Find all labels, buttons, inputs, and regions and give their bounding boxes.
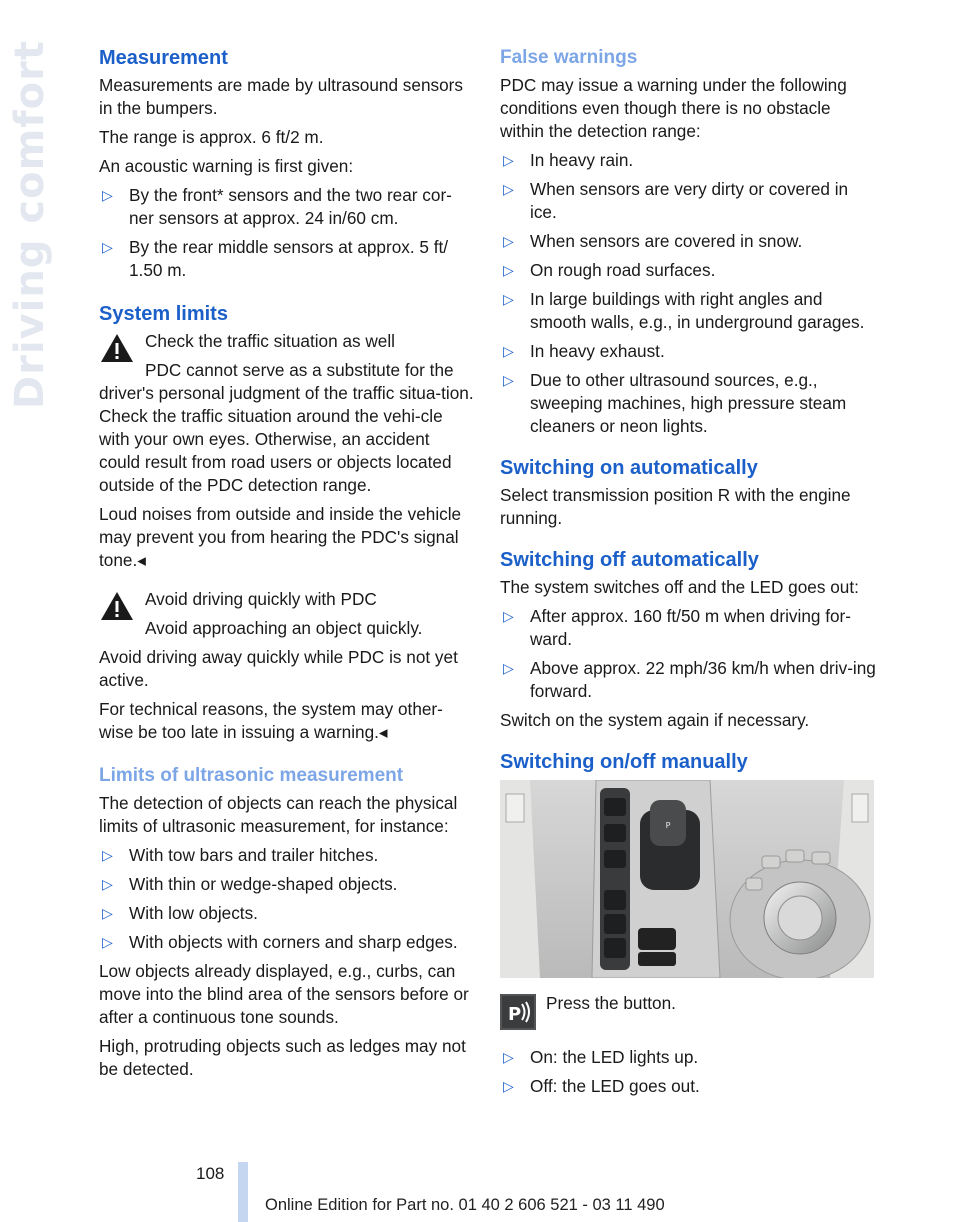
list-item: ▷ Due to other ultrasound sources, e.g., sweeping machines, high pressure steam cleaners or neon lights. — [503, 370, 847, 436]
list-item: ▷ In large buildings with right angles and smooth walls, e.g., in underground garages. — [503, 289, 865, 332]
list-item: ▷ When sensors are very dirty or covered in ice. — [503, 179, 849, 222]
bullet-triangle-icon: ▷ — [503, 343, 514, 359]
list-item: ▷ By the front* sensors and the two rear cor-ner sensors at approx. 24 in/60 cm. — [102, 185, 452, 228]
bullet-triangle-icon: ▷ — [102, 905, 113, 921]
left-column — [99, 44, 475, 1087]
warning-2-body: Avoid approaching an object quickly. — [145, 618, 423, 638]
warning-2-title: Avoid driving quickly with PDC — [145, 589, 377, 609]
warning-triangle-icon — [99, 332, 135, 364]
bullet-triangle-icon: ▷ — [503, 660, 514, 676]
measurement-paragraph-2: The range is approx. 6 ft/2 m. — [99, 127, 324, 147]
page-number: 108 — [196, 1164, 225, 1183]
list-item: ▷ In heavy exhaust. — [503, 341, 665, 361]
list-item: ▷ Above approx. 22 mph/36 km/h when driv-ing forward. — [503, 658, 876, 701]
chapter-tab-label: Driving comfort — [7, 40, 53, 410]
list-item: ▷ With tow bars and trailer hitches. — [102, 845, 379, 865]
warning-triangle-icon — [99, 590, 135, 622]
list-item: ▷ With objects with corners and sharp edges. — [102, 932, 458, 952]
list-item: ▷ On: the LED lights up. — [503, 1047, 699, 1067]
bullet-triangle-icon: ▷ — [102, 934, 113, 950]
bullet-triangle-icon: ▷ — [102, 187, 113, 203]
chapter-tab — [4, 40, 56, 410]
switching-off-auto-list — [500, 605, 876, 703]
bullet-triangle-icon: ▷ — [503, 608, 514, 624]
false-warnings-list — [500, 149, 876, 438]
bullet-triangle-icon: ▷ — [503, 233, 514, 249]
bullet-triangle-icon: ▷ — [503, 152, 514, 168]
bullet-triangle-icon: ▷ — [503, 1049, 514, 1065]
ultrasonic-paragraph-1: The detection of objects can reach the physical limits of ultrasonic measurement, for instance: — [99, 793, 458, 836]
switching-manual-heading: Switching on/off manually — [500, 751, 748, 773]
measurement-paragraph-3: An acoustic warning is first given: — [99, 156, 354, 176]
switching-off-auto-heading: Switching off automatically — [500, 549, 759, 571]
warning-1-body: PDC cannot serve as a substitute for the driver's personal judgment of the traffic situa-tion. Check the traffic situation around the vehi-cle with your own eyes. Otherwise, an accident could result from road users or objects located outside of the PDC detection range. — [99, 360, 474, 495]
list-item: ▷ In heavy rain. — [503, 150, 634, 170]
list-item: ▷ Off: the LED goes out. — [503, 1076, 700, 1096]
ultrasonic-paragraph-3: High, protruding objects such as ledges may not be detected. — [99, 1036, 466, 1079]
center-console-illustration — [500, 780, 874, 978]
ultrasonic-limits-heading: Limits of ultrasonic measurement — [99, 765, 404, 786]
list-item: ▷ With thin or wedge-shaped objects. — [102, 874, 398, 894]
right-column — [500, 44, 876, 1104]
list-item: ▷ When sensors are covered in snow. — [503, 231, 803, 251]
false-warnings-paragraph: PDC may issue a warning under the following conditions even though there is no obstacle within the detection range: — [500, 75, 847, 141]
false-warnings-heading: False warnings — [500, 47, 638, 68]
pdc-button-icon — [500, 994, 536, 1030]
switching-off-auto-paragraph-2: Switch on the system again if necessary. — [500, 710, 810, 730]
footer-accent-bar — [238, 1162, 248, 1222]
pdc-button-row — [500, 992, 876, 1036]
center-console-photo — [500, 780, 874, 978]
svg-text:P: P — [508, 1004, 522, 1025]
list-item: ▷ On rough road surfaces. — [503, 260, 716, 280]
bullet-triangle-icon: ▷ — [503, 181, 514, 197]
bullet-triangle-icon: ▷ — [503, 372, 514, 388]
switching-on-auto-heading: Switching on automatically — [500, 457, 758, 479]
bullet-triangle-icon: ▷ — [503, 262, 514, 278]
bullet-triangle-icon: ▷ — [503, 291, 514, 307]
edition-note: Online Edition for Part no. 01 40 2 606 521 - 03 11 490 — [265, 1196, 665, 1214]
measurement-heading: Measurement — [99, 47, 228, 69]
warning-1-paragraph-2: Loud noises from outside and inside the vehicle may prevent you from hearing the PDC's signal tone.◂ — [99, 504, 462, 570]
bullet-triangle-icon: ▷ — [102, 876, 113, 892]
switching-on-auto-paragraph: Select transmission position R with the engine running. — [500, 485, 851, 528]
ultrasonic-paragraph-2: Low objects already displayed, e.g., curbs, can move into the blind area of the sensors before or after a continuous tone sounds. — [99, 961, 469, 1027]
svg-text:P: P — [665, 821, 671, 830]
warning-1-title: Check the traffic situation as well — [145, 331, 395, 351]
bullet-triangle-icon: ▷ — [102, 239, 113, 255]
manual-list — [500, 1046, 876, 1098]
measurement-paragraph-1: Measurements are made by ultrasound sensors in the bumpers. — [99, 75, 463, 118]
bullet-triangle-icon: ▷ — [102, 847, 113, 863]
warning-block-2 — [99, 588, 475, 640]
warning-block-1 — [99, 330, 475, 353]
list-item: ▷ By the rear middle sensors at approx. 5 ft/ 1.50 m. — [102, 237, 449, 280]
list-item: ▷ After approx. 160 ft/50 m when driving for-ward. — [503, 606, 851, 649]
press-button-text: Press the button. — [546, 993, 676, 1013]
list-item: ▷ With low objects. — [102, 903, 258, 923]
ultrasonic-list — [99, 844, 475, 954]
warning-2-paragraph-2: Avoid driving away quickly while PDC is not yet active. — [99, 647, 458, 690]
system-limits-heading: System limits — [99, 303, 228, 325]
switching-off-auto-paragraph: The system switches off and the LED goes out: — [500, 577, 859, 597]
bullet-triangle-icon: ▷ — [503, 1078, 514, 1094]
warning-2-paragraph-3: For technical reasons, the system may other-wise be too late in issuing a warning.◂ — [99, 699, 443, 742]
measurement-list — [99, 184, 475, 282]
